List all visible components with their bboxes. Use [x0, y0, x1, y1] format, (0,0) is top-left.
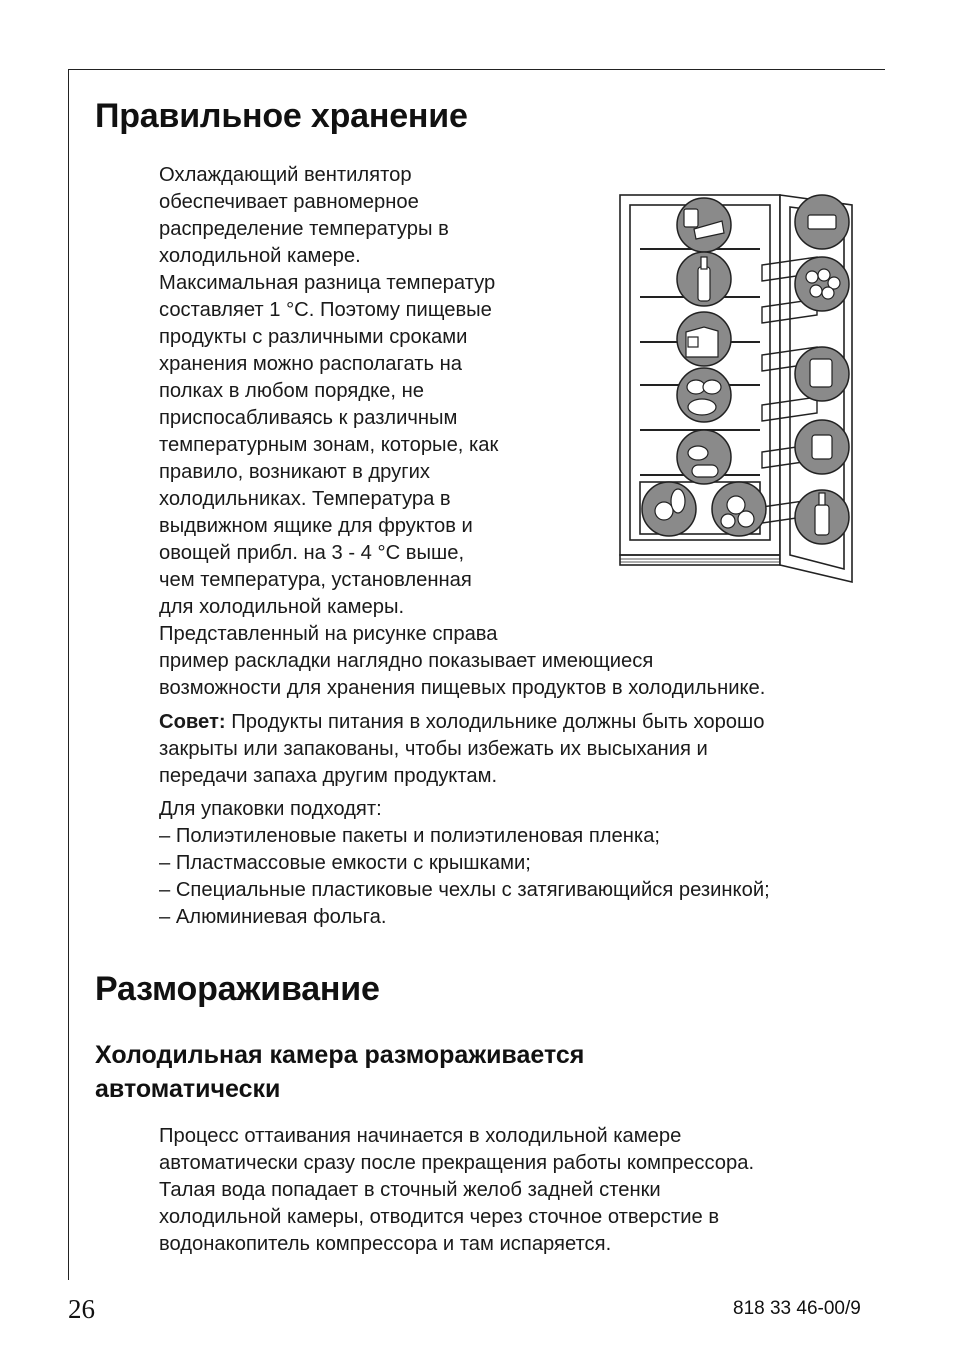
text-line: Охлаждающий вентилятор	[159, 164, 412, 186]
section-title-defrosting: Размораживание	[95, 970, 380, 1008]
text-line: водонакопитель компрессора и там испаряется.	[159, 1233, 612, 1255]
text-line: температурным зонам, которые, как	[159, 434, 499, 456]
text-line: Максимальная разница температур	[159, 272, 496, 294]
text-line: холодильной камере.	[159, 245, 361, 267]
text-line: полках в любом порядке, не	[159, 380, 424, 402]
text-line: составляет 1 °C. Поэтому пищевые	[159, 299, 492, 321]
text-line: Талая вода попадает в сточный желоб задней стенки	[159, 1179, 661, 1201]
text-line: обеспечивает равномерное	[159, 191, 419, 213]
tip-text: Продукты питания в холодильнике должны быть хорошо	[225, 711, 765, 733]
list-item: – Специальные пластиковые чехлы с затягивающийся резинкой;	[159, 879, 770, 901]
text-line: для холодильной камеры.	[159, 596, 405, 618]
list-item: – Алюминиевая фольга.	[159, 906, 387, 928]
subsection-title	[95, 1038, 584, 1106]
text-line: хранения можно располагать на	[159, 353, 462, 375]
text-line: овощей прибл. на 3 - 4 °C выше,	[159, 542, 465, 564]
text-line: автоматически сразу после прекращения работы компрессора.	[159, 1152, 755, 1174]
subtitle-line: автоматически	[95, 1075, 281, 1103]
text-line: Процесс оттаивания начинается в холодильной камере	[159, 1125, 682, 1147]
page-number: 26	[68, 1294, 95, 1324]
text-line: закрыты или запакованы, чтобы избежать их высыхания и	[159, 738, 708, 760]
text-line: выдвижном ящике для фруктов и	[159, 515, 473, 537]
tip-label: Совет:	[159, 711, 226, 733]
text-line: распределение температуры в	[159, 218, 449, 240]
list-item: – Пластмассовые емкости с крышками;	[159, 852, 531, 874]
text-line	[159, 709, 764, 736]
text-line: Представленный на рисунке справа	[159, 623, 498, 645]
text-line: правило, возникают в других	[159, 461, 431, 483]
text-line: холодильниках. Температура в	[159, 488, 451, 510]
text-line: передачи запаха другим продуктам.	[159, 765, 498, 787]
text-line: продукты с различными сроками	[159, 326, 468, 348]
list-header: Для упаковки подходят:	[159, 798, 382, 820]
tip-paragraph	[159, 709, 764, 790]
top-rule	[68, 69, 885, 70]
section-title-storage: Правильное хранение	[95, 97, 468, 135]
subtitle-line: Холодильная камера размораживается	[95, 1041, 585, 1069]
document-code: 818 33 46-00/9	[733, 1298, 861, 1319]
packaging-list	[159, 796, 770, 931]
text-line: приспосабливаясь к различным	[159, 407, 458, 429]
defrost-paragraph	[159, 1123, 754, 1258]
text-line: возможности для хранения пищевых продуктов в холодильнике.	[159, 677, 766, 699]
left-rule	[68, 69, 69, 1280]
fridge-storage-illustration	[612, 187, 867, 590]
text-line: чем температура, установленная	[159, 569, 472, 591]
text-line: пример раскладки наглядно показывает имеющиеся	[159, 650, 654, 672]
list-item: – Полиэтиленовые пакеты и полиэтиленовая пленка;	[159, 825, 661, 847]
text-line: холодильной камеры, отводится через сточное отверстие в	[159, 1206, 720, 1228]
